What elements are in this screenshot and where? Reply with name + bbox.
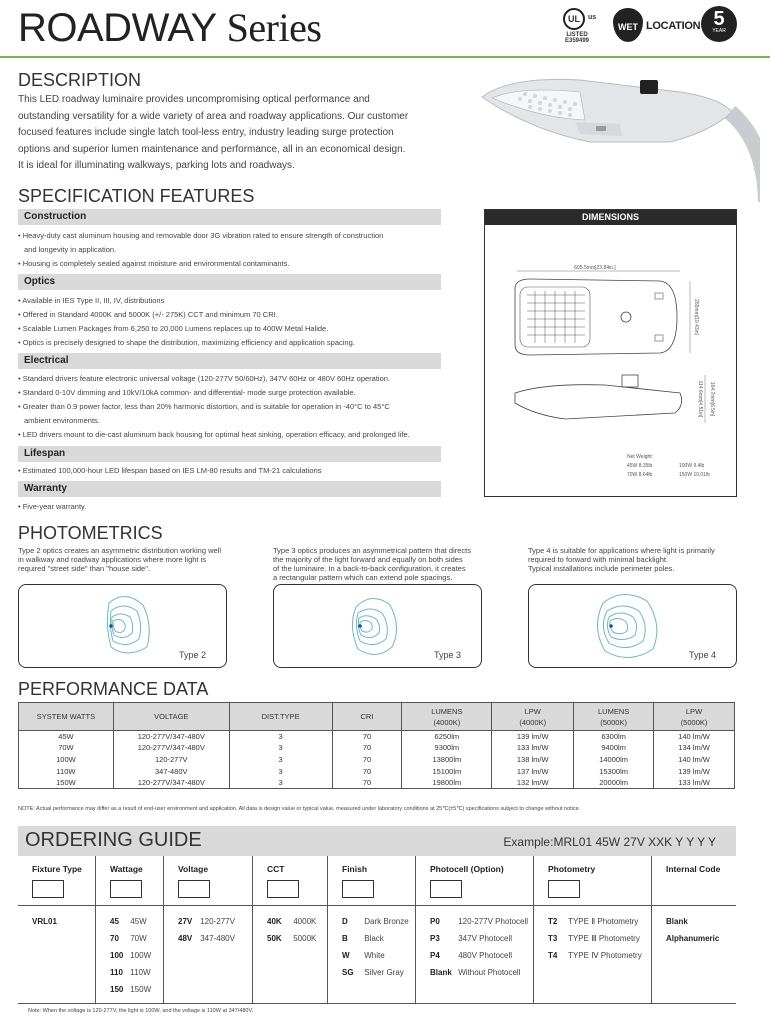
- performance-cell: 140 lm/W: [654, 754, 735, 766]
- performance-row: [19, 731, 735, 743]
- warranty-bar: Warranty: [18, 481, 441, 497]
- ordering-option: D Dark Bronze: [342, 917, 409, 926]
- ordering-options: [430, 913, 528, 981]
- type4-description: Type 4 is suitable for applications where light is primarily required to forward with minimal backlight. Typical installations include perimeter poles.: [528, 546, 715, 573]
- performance-cell: 70: [332, 754, 402, 766]
- warranty-bullets: • Five-year warranty.: [18, 502, 87, 511]
- ordering-option: 45 45W: [110, 917, 147, 926]
- ordering-code-box[interactable]: [178, 880, 210, 898]
- col-header: LPW (4000K): [492, 703, 574, 731]
- ordering-column: [253, 856, 328, 1004]
- ordering-option: B Black: [342, 934, 384, 943]
- ordering-divider: [534, 905, 651, 906]
- construction-bullets: • Heavy-duty cast aluminum housing and removable door 3G vibration rated to ensure strength of construction and longevity in application. • Housing is completely sealed against moisture and environmental contaminants.: [18, 231, 384, 268]
- ordering-option: VRL01: [32, 917, 57, 926]
- ordering-option: 100 100W: [110, 951, 152, 960]
- ordering-option: 27V 120-277V: [178, 917, 235, 926]
- performance-cell: 138 lm/W: [492, 754, 574, 766]
- performance-cell: 120-277V/347-480V: [113, 731, 229, 743]
- performance-cell: 9300lm: [402, 742, 492, 754]
- ordering-divider: [18, 905, 95, 906]
- performance-row: [19, 765, 735, 777]
- ordering-column: [164, 856, 253, 1004]
- ordering-column: [18, 856, 96, 1004]
- performance-cell: 3: [229, 742, 332, 754]
- col-header: LUMENS (4000K): [402, 703, 492, 731]
- performance-cell: 6300lm: [574, 731, 654, 743]
- ordering-column-header: Photocell (Option): [430, 864, 504, 874]
- col-header: DIST.TYPE: [229, 703, 332, 731]
- performance-cell: 70: [332, 742, 402, 754]
- ordering-options: [178, 913, 235, 947]
- ordering-heading: ORDERING GUIDE: [25, 829, 202, 851]
- ordering-column-header: Internal Code: [666, 864, 721, 874]
- ordering-option: 110 110W: [110, 968, 151, 977]
- type4-label: Type 4: [688, 650, 716, 660]
- performance-cell: 3: [229, 765, 332, 777]
- ordering-option: Blank: [666, 917, 688, 926]
- performance-cell: 133 lm/W: [654, 777, 735, 789]
- ordering-option: 50K 5000K: [267, 934, 317, 943]
- type2-description: Type 2 optics creates an asymmetric distribution working well in walkway and roadway applications where more light is required "street side" than "house side".: [18, 546, 221, 573]
- ordering-columns: [18, 856, 736, 1004]
- optics-bar: Optics: [18, 274, 441, 290]
- ordering-code-box[interactable]: [430, 880, 462, 898]
- ordering-option: T3 TYPE Ⅲ Photometry: [548, 934, 640, 943]
- svg-text:605.5mm[23.84in.]: 605.5mm[23.84in.]: [574, 265, 616, 271]
- ordering-divider: [652, 905, 736, 906]
- svg-text:100W 9.4lb: 100W 9.4lb: [679, 463, 705, 469]
- ordering-option: SG Silver Gray: [342, 968, 404, 977]
- ordering-option: W White: [342, 951, 385, 960]
- ordering-option: 150 150W: [110, 985, 152, 994]
- performance-cell: 13800lm: [402, 754, 492, 766]
- ordering-divider: [416, 905, 533, 906]
- ordering-options: [32, 913, 57, 930]
- five-year-warranty-icon: 5 YEAR: [701, 6, 737, 42]
- type3-description: Type 3 optics produces an asymmetrical pattern that directs the majority of the light forward and equally on both sides of the luminaire. In a back-to-back configuration, it creates a rectangular pattern which can extend pole spacings.: [273, 546, 472, 582]
- col-header: CRI: [332, 703, 402, 731]
- performance-cell: 20000lm: [574, 777, 654, 789]
- performance-table: [18, 702, 735, 789]
- ordering-example: Example:MRL01 45W 27V XXK Y Y Y Y: [503, 835, 716, 849]
- svg-text:45W 8.35lb: 45W 8.35lb: [627, 463, 653, 469]
- specification-heading: SPECIFICATION FEATURES: [18, 186, 255, 206]
- ordering-divider: [164, 905, 252, 906]
- performance-cell: 3: [229, 754, 332, 766]
- ordering-option: T2 TYPE Ⅱ Photometry: [548, 917, 639, 926]
- performance-cell: 110W: [19, 765, 114, 777]
- page-title: ROADWAY Series: [18, 5, 322, 50]
- ordering-column-header: Fixture Type: [32, 864, 82, 874]
- col-header: LPW (5000K): [654, 703, 735, 731]
- performance-cell: 15300lm: [574, 765, 654, 777]
- ordering-guide-bar: [18, 826, 736, 856]
- performance-cell: 139 lm/W: [654, 765, 735, 777]
- ordering-option: T4 TYPE Ⅳ Photometry: [548, 951, 642, 960]
- performance-cell: 120-277V/347-480V: [113, 742, 229, 754]
- performance-cell: 137 lm/W: [492, 765, 574, 777]
- ordering-column-header: CCT: [267, 864, 285, 874]
- electrical-bar: Electrical: [18, 353, 441, 369]
- performance-cell: 140 lm/W: [654, 731, 735, 743]
- ordering-option: 70 70W: [110, 934, 147, 943]
- dimensions-panel: [484, 209, 737, 497]
- performance-cell: 134 lm/W: [654, 742, 735, 754]
- ordering-column: [96, 856, 164, 1004]
- performance-header-row: [19, 703, 735, 731]
- performance-cell: 120-277V: [113, 754, 229, 766]
- performance-heading: PERFORMANCE DATA: [18, 679, 209, 699]
- svg-text:70W 8.64lb: 70W 8.64lb: [627, 472, 653, 478]
- col-header: VOLTAGE: [113, 703, 229, 731]
- photometrics-heading: PHOTOMETRICS: [18, 523, 163, 543]
- ordering-option: Blank Without Photocell: [430, 968, 521, 977]
- ordering-column-header: Wattage: [110, 864, 143, 874]
- lifespan-bar: Lifespan: [18, 446, 441, 462]
- ordering-divider: [253, 905, 327, 906]
- col-header: SYSTEM WATTS: [19, 703, 114, 731]
- performance-cell: 70: [332, 777, 402, 789]
- performance-row: [19, 777, 735, 789]
- performance-cell: 150W: [19, 777, 114, 789]
- performance-cell: 70: [332, 731, 402, 743]
- wet-location-icon: WET LOCATION: [613, 6, 693, 46]
- ordering-options: [548, 913, 642, 964]
- type4-photometric-box: [528, 584, 737, 668]
- performance-cell: 120-277V/347-480V: [113, 777, 229, 789]
- performance-cell: 3: [229, 731, 332, 743]
- construction-bar: Construction: [18, 209, 441, 225]
- electrical-bullets: • Standard drivers feature electronic universal voltage (120-277V 50/60Hz), 347V 60Hz or 480V 60Hz operation. • Standard 0-10V dimming and 10kV/10kA common- and differential- mode surge protection available. • Greater than 0.9 power factor, less than 20% harmonic distortion, and is suitable for operation in -40°C to 45°C ambient environments. • LED drivers mount to die-cast aluminum back housing for optimal heat sinking, operation efficacy, and prolonged life.: [18, 374, 410, 439]
- svg-text:164.7mm[6.5in]: 164.7mm[6.5in]: [709, 381, 715, 417]
- ordering-option: 48V 347-480V: [178, 934, 235, 943]
- dimensions-heading: DIMENSIONS: [485, 210, 736, 225]
- ordering-column-header: Finish: [342, 864, 368, 874]
- performance-row: [19, 754, 735, 766]
- svg-text:114.6mm[4.51in]: 114.6mm[4.51in]: [697, 380, 703, 418]
- type3-label: Type 3: [433, 650, 461, 660]
- performance-cell: 45W: [19, 731, 114, 743]
- col-header: LUMENS (5000K): [574, 703, 654, 731]
- description-heading: DESCRIPTION: [18, 70, 142, 90]
- ordering-code-box[interactable]: [342, 880, 374, 898]
- ordering-note: Note: When the voltage is 120-277V, the light is 100W, and the voltage is 110W at 347/480V.: [28, 1008, 254, 1014]
- type2-photometric-box: [18, 584, 227, 668]
- svg-text:Net Weight:: Net Weight:: [627, 454, 654, 460]
- performance-cell: 15100lm: [402, 765, 492, 777]
- ordering-option: P3 347V Photocell: [430, 934, 513, 943]
- svg-text:150W 10.01lb: 150W 10.01lb: [679, 472, 710, 478]
- description-text: This LED roadway luminaire provides uncompromising optical performance and outstanding versatility for a wide variety of area and roadway applications. Our customer focused features include single latch tool-less entry, industry leading surge protection options and superior lumen maintenance and performance, all in an economical design. It is ideal for illuminating walkways, parking lots and roadways.: [18, 94, 409, 171]
- performance-cell: 132 lm/W: [492, 777, 574, 789]
- ordering-option: 40K 4000K: [267, 917, 317, 926]
- svg-text:265mm[10.43in]: 265mm[10.43in]: [693, 299, 699, 335]
- performance-cell: 70W: [19, 742, 114, 754]
- ordering-column: [652, 856, 736, 1004]
- ul-listed-icon: UL us LISTED E359499: [557, 8, 603, 44]
- ordering-column: [328, 856, 416, 1004]
- optics-bullets: • Available in IES Type II, III, IV, distributions • Offered in Standard 4000K and 5000K (+/- 275K) CCT and minimum 70 CRI. • Scalable Lumen Packages from 6,250 to 20,000 Lumens replaces up to 400W Metal Halide. • Optics is precisely designed to shape the distribution, maximizing efficiency and application spacing.: [18, 296, 355, 347]
- ordering-code-box[interactable]: [32, 880, 64, 898]
- ordering-divider: [96, 905, 163, 906]
- performance-cell: 100W: [19, 754, 114, 766]
- performance-cell: 14000lm: [574, 754, 654, 766]
- product-image: [470, 72, 760, 202]
- performance-cell: 9400lm: [574, 742, 654, 754]
- performance-row: [19, 742, 735, 754]
- performance-cell: 6250lm: [402, 731, 492, 743]
- performance-cell: 133 lm/W: [492, 742, 574, 754]
- dimensions-drawing: [485, 225, 736, 496]
- ordering-option: P0 120-277V Photocell: [430, 917, 529, 926]
- ordering-options: [342, 913, 409, 981]
- performance-cell: 70: [332, 765, 402, 777]
- performance-note: NOTE: Actual performance may differ as a result of end-user environment and application. All data is design value or typical value, measured under laboratory conditions at 25℃(±5℃) specifications subject to change without notice.: [18, 806, 581, 812]
- page-header: [0, 0, 770, 58]
- ordering-code-box[interactable]: [110, 880, 142, 898]
- ordering-options: [267, 913, 316, 947]
- performance-cell: 19800lm: [402, 777, 492, 789]
- performance-cell: 139 lm/W: [492, 731, 574, 743]
- ordering-option: Alphanumeric: [666, 934, 720, 943]
- ordering-options: [666, 913, 719, 947]
- ordering-column-header: Voltage: [178, 864, 209, 874]
- ordering-options: [110, 913, 151, 998]
- ordering-divider: [328, 905, 415, 906]
- ordering-code-box[interactable]: [548, 880, 580, 898]
- header-divider: [0, 56, 770, 58]
- performance-cell: 347-480V: [113, 765, 229, 777]
- ordering-code-box[interactable]: [267, 880, 299, 898]
- type3-photometric-box: [273, 584, 482, 668]
- ordering-option: P4 480V Photocell: [430, 951, 513, 960]
- type2-label: Type 2: [178, 650, 206, 660]
- lifespan-bullets: • Estimated 100,000-hour LED lifespan based on IES LM-80 results and TM-21 calculations: [18, 466, 322, 475]
- ordering-column-header: Photometry: [548, 864, 596, 874]
- performance-cell: 3: [229, 777, 332, 789]
- ordering-column: [534, 856, 652, 1004]
- ordering-column: [416, 856, 534, 1004]
